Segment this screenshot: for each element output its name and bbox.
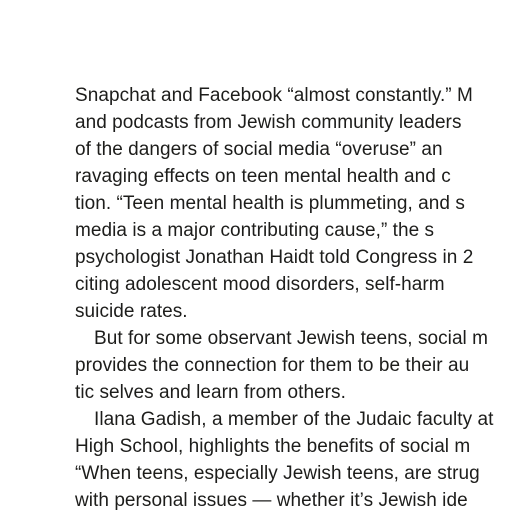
article-line: tic selves and learn from others. bbox=[75, 382, 346, 403]
article-line: media is a major contributing cause,” the s bbox=[75, 220, 435, 241]
article-line: tion. “Teen mental health is plummeting, and s bbox=[75, 193, 465, 214]
article-line: provides the connection for them to be their au bbox=[75, 355, 470, 376]
article-line: ravaging effects on teen mental health and c bbox=[75, 166, 451, 187]
article-line: Ilana Gadish, a member of the Judaic faculty at bbox=[94, 409, 494, 430]
article-line: with personal issues — whether it’s Jewish ide bbox=[75, 490, 468, 511]
article-line: But for some observant Jewish teens, social m bbox=[94, 328, 489, 349]
article-line: suicide rates. bbox=[75, 301, 188, 322]
article-line: High School, highlights the benefits of social m bbox=[75, 436, 471, 457]
article-line: “When teens, especially Jewish teens, are strug bbox=[75, 463, 480, 484]
article-line: citing adolescent mood disorders, self-harm bbox=[75, 274, 445, 295]
article-line: and podcasts from Jewish community leaders bbox=[75, 112, 462, 133]
article-line: of the dangers of social media “overuse” an bbox=[75, 139, 443, 160]
article-line: psychologist Jonathan Haidt told Congress in 2 bbox=[75, 247, 474, 268]
article-line: Snapchat and Facebook “almost constantly.” M bbox=[75, 85, 473, 106]
